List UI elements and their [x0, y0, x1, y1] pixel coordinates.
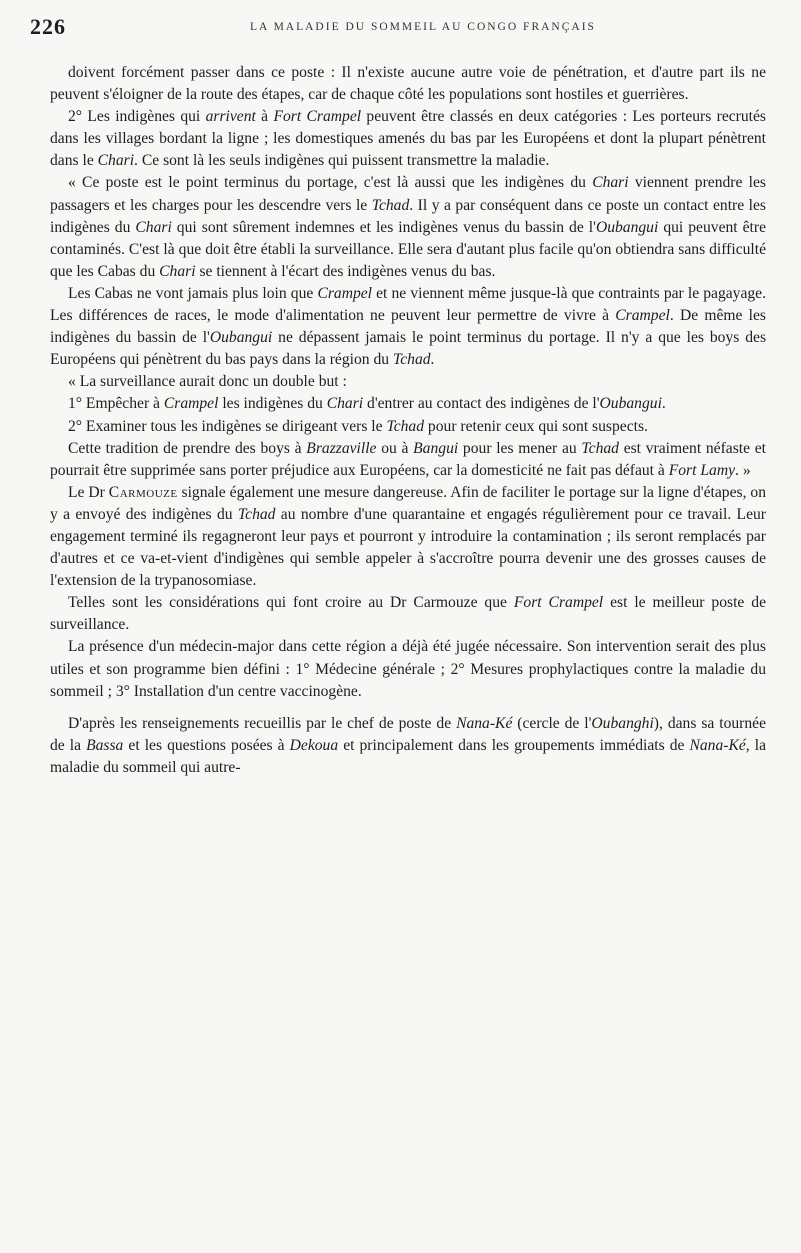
italic-text: Tchad — [371, 196, 410, 214]
paragraph — [50, 592, 766, 636]
running-title: LA MALADIE DU SOMMEIL AU CONGO FRANÇAIS — [250, 21, 596, 33]
text-run: et ne viennent même jusque-là que contraints par le pagayage. Les différences de races, le mode d'alimentation ne peuvent leur permettre de vivre à — [50, 284, 766, 325]
text-run: les indigènes du — [218, 395, 327, 413]
italic-text: Fort Crampel — [273, 108, 362, 126]
text-run: Cette tradition de prendre des boys à — [68, 439, 307, 457]
italic-text: Oubangui — [595, 218, 659, 236]
paragraph — [50, 393, 766, 415]
italic-text: Fort Lamy — [668, 461, 736, 479]
italic-text: Chari — [326, 395, 364, 413]
italic-text: Brazzaville — [306, 439, 377, 457]
text-run: 2° Les indigènes qui — [68, 108, 206, 126]
text-run: Telles sont les considérations qui font croire au Dr Carmouze que — [68, 594, 514, 612]
smallcaps-name: Carmouze — [108, 483, 178, 501]
text-run: d'entrer au contact des indigènes de l' — [363, 395, 600, 413]
italic-text: Fort Crampel — [513, 594, 604, 612]
page-header — [30, 14, 761, 44]
paragraph — [50, 713, 766, 779]
text-run: est vraiment néfaste et pourrait être supprimée sans porter préjudice aux Européens, car la domesticité ne fait pas défaut à — [50, 439, 767, 479]
text-run: à — [255, 108, 274, 126]
italic-text: Oubangui — [599, 395, 662, 413]
text-run: Les Cabas ne vont jamais plus loin que — [68, 284, 318, 302]
text-run: ou à — [376, 439, 414, 457]
paragraph — [50, 283, 766, 371]
text-run: . — [661, 395, 666, 413]
page-number: 226 — [30, 14, 66, 39]
paragraph — [50, 106, 766, 172]
italic-text: Chari — [97, 152, 135, 170]
body-text — [50, 62, 766, 779]
text-run: et principalement dans les groupements immédiats de — [338, 736, 690, 754]
text-run: se tiennent à l'écart des indigènes venus du bas. — [195, 262, 496, 280]
paragraph — [50, 416, 766, 438]
italic-text: Bangui — [413, 439, 459, 457]
italic-text: Crampel — [317, 284, 373, 302]
italic-text: Chari — [592, 174, 629, 192]
text-run: ne dépassent jamais le point terminus du portage. Il n'y a que les boys des Européens qui pénètrent du bas pays dans la région du — [50, 329, 767, 369]
paragraph — [50, 438, 766, 482]
text-run: 2° Examiner tous les indigènes se dirigeant vers le — [68, 417, 387, 435]
italic-text: Dekoua — [289, 736, 339, 754]
paragraph — [50, 371, 766, 393]
italic-text: Oubanghi — [591, 714, 654, 732]
text-run: 1° Empêcher à — [68, 395, 164, 413]
italic-text: Crampel — [615, 307, 670, 325]
text-run: Le Dr — [68, 483, 109, 501]
paragraph — [50, 62, 766, 106]
text-run: doivent forcément passer dans ce poste : Il n'existe aucune autre voie de pénétration, et d'autre part ils ne peuvent s'éloigner de la route des étapes, car de chaque côté les populations sont hostiles et guerrières. — [50, 64, 766, 104]
text-run: D'après les renseignements recueillis par le chef de poste de — [68, 714, 457, 732]
text-run: « Ce poste est le point terminus du portage, c'est là aussi que les indigènes du — [68, 174, 593, 192]
italic-text: Oubangui — [209, 329, 273, 347]
italic-text: Tchad — [237, 505, 276, 523]
text-run: peuvent être classés en deux catégories : Les porteurs recrutés dans les villages bordant la ligne ; les domestiques amenés du bas par les Européens et dont la plupart pénètrent dans le — [50, 108, 766, 170]
text-run: . — [430, 351, 435, 369]
text-run: qui sont sûrement indemnes et les indigènes venus du bassin de l' — [171, 218, 596, 236]
italic-text: arrivent — [205, 108, 256, 126]
italic-text: Tchad — [581, 439, 619, 457]
text-run: « La surveillance aurait donc un double but : — [68, 373, 347, 391]
text-run: . Il y a par conséquent dans ce poste un contact entre les indigènes du — [50, 196, 766, 236]
paragraph — [50, 172, 766, 282]
italic-text: Bassa — [86, 736, 124, 754]
italic-text: Nana-Ké — [689, 736, 746, 754]
italic-text: Nana-Ké — [456, 714, 513, 732]
text-run: signale également une mesure dangereuse. Afin de faciliter le portage sur la ligne d'étapes, on y a envoyé des indigènes du — [50, 483, 767, 523]
text-run: (cercle de l' — [512, 714, 592, 732]
text-run: . De même les indigènes du bassin de l' — [50, 307, 766, 347]
text-run: est le meilleur poste de surveillance. — [50, 594, 766, 634]
paragraph — [50, 482, 766, 592]
text-run: viennent prendre les passagers et les charges pour les descendre vers le — [50, 174, 766, 214]
italic-text: Crampel — [163, 395, 219, 413]
text-run: pour retenir ceux qui sont suspects. — [424, 417, 648, 435]
italic-text: Chari — [159, 262, 196, 280]
italic-text: Chari — [135, 218, 172, 236]
text-run: au nombre d'une quarantaine et engagés régulièrement pour ce travail. Leur engagement terminé ils regagneront leur pays et pourront y introduire la contamination ; ils seront remplacés par d'autres et ce va-et-vient d'indigènes qui semble appeler à s'accroître pourra devenir une des grosses causes de l'extension de la trypanosomiase. — [50, 505, 766, 590]
text-run: , la maladie du sommeil qui autre- — [50, 736, 766, 776]
text-run: ), dans sa tournée de la — [50, 714, 766, 754]
italic-text: Tchad — [386, 417, 425, 435]
text-run: La présence d'un médecin-major dans cette région a déjà été jugée nécessaire. Son intervention serait des plus utiles et son programme bien défini : 1° Médecine générale ; 2° Mesures prophylactiques contre la maladie du sommeil ; 3° Installation d'un centre vaccinogène. — [50, 638, 766, 700]
text-run: qui peuvent être contaminés. C'est là que doit être établi la surveillance. Elle sera d'autant plus facile qu'on obtiendra sans difficulté que les Cabas du — [50, 218, 767, 280]
italic-text: Tchad — [392, 351, 431, 369]
text-run: et les questions posées à — [123, 736, 290, 754]
paragraph — [50, 636, 766, 702]
text-run: . » — [735, 461, 751, 479]
text-run: pour les mener au — [458, 439, 582, 457]
text-run: . Ce sont là les seuls indigènes qui puissent transmettre la maladie. — [134, 152, 550, 170]
